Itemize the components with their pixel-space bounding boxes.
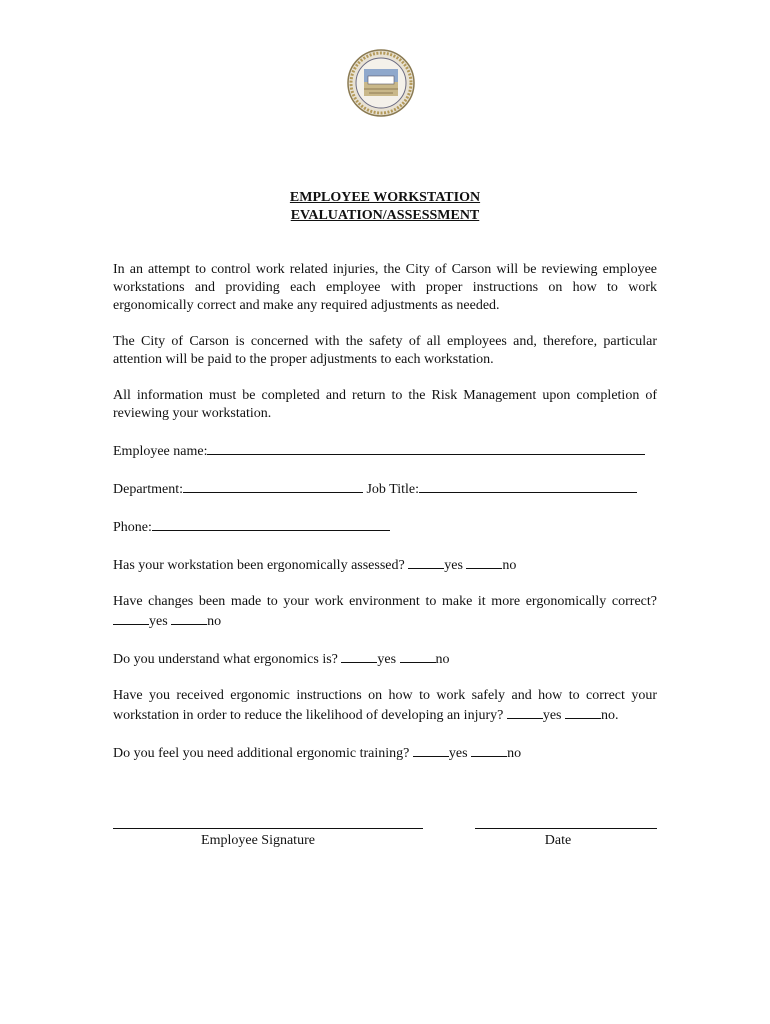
q1-no-field[interactable]	[466, 555, 502, 569]
question-3-text: Do you understand what ergonomics is?	[113, 652, 338, 667]
question-4-text: Have you received ergonomic instructions on how to work safely and how to correct your workstation in order to reduce the likelihood of developing an injury?	[113, 688, 657, 723]
intro-paragraph: In an attempt to control work related injuries, the City of Carson will be reviewing employee workstations and providing each employee with proper instructions on how to work ergonomically correct and make any required adjustments as needed.	[113, 262, 657, 313]
department-label: Department:	[113, 482, 183, 497]
department-row	[113, 479, 657, 499]
phone-row	[113, 517, 657, 537]
job-title-field[interactable]	[419, 479, 637, 493]
job-title-label: Job Title:	[366, 482, 420, 497]
date-line[interactable]	[475, 828, 657, 829]
q4-no-label: no.	[601, 708, 619, 723]
q2-no-label: no	[207, 614, 222, 629]
question-3	[113, 649, 657, 669]
q5-no-field[interactable]	[471, 743, 507, 757]
question-5-text: Do you feel you need additional ergonomic training?	[113, 746, 410, 761]
employee-signature-label: Employee Signature	[201, 833, 315, 848]
phone-field[interactable]	[152, 517, 390, 531]
concern-paragraph: The City of Carson is concerned with the safety of all employees and, therefore, particular attention will be paid to the proper adjustments to each workstation.	[113, 334, 657, 367]
signature-section	[113, 828, 657, 858]
form-title-line-1: EMPLOYEE WORKSTATION	[289, 190, 481, 205]
q3-yes-label: yes	[377, 652, 397, 667]
q2-yes-field[interactable]	[113, 611, 149, 625]
question-5	[113, 743, 657, 763]
question-1	[113, 555, 657, 575]
q3-yes-field[interactable]	[341, 649, 377, 663]
q3-no-field[interactable]	[400, 649, 436, 663]
q2-yes-label: yes	[149, 614, 168, 629]
q1-yes-label: yes	[444, 558, 463, 573]
q3-no-label: no	[435, 652, 450, 667]
employee-name-row	[113, 441, 657, 461]
instructions-paragraph: All information must be completed and return to the Risk Management upon completion of reviewing your workstation.	[113, 388, 657, 421]
employee-signature-line[interactable]	[113, 828, 423, 829]
q1-yes-field[interactable]	[408, 555, 444, 569]
form-body	[113, 261, 657, 781]
employee-name-label: Employee name:	[113, 444, 208, 459]
q4-yes-field[interactable]	[507, 705, 543, 719]
employee-name-field[interactable]	[207, 441, 645, 455]
q4-yes-label: yes	[542, 708, 562, 723]
q4-no-field[interactable]	[565, 705, 601, 719]
q5-yes-field[interactable]	[413, 743, 449, 757]
q5-yes-label: yes	[448, 746, 468, 761]
question-2-text: Have changes been made to your work environment to make it more ergonomically correct?	[113, 594, 657, 609]
phone-label: Phone:	[113, 520, 152, 535]
question-4	[113, 687, 657, 725]
department-field[interactable]	[183, 479, 363, 493]
form-title-line-2: EVALUATION/ASSESSMENT	[290, 208, 480, 223]
question-2	[113, 593, 657, 631]
question-1-text: Has your workstation been ergonomically assessed?	[113, 558, 405, 573]
q1-no-label: no	[502, 558, 517, 573]
q5-no-label: no	[507, 746, 522, 761]
date-label: Date	[544, 833, 572, 848]
city-seal-icon	[347, 49, 415, 117]
q2-no-field[interactable]	[171, 611, 207, 625]
